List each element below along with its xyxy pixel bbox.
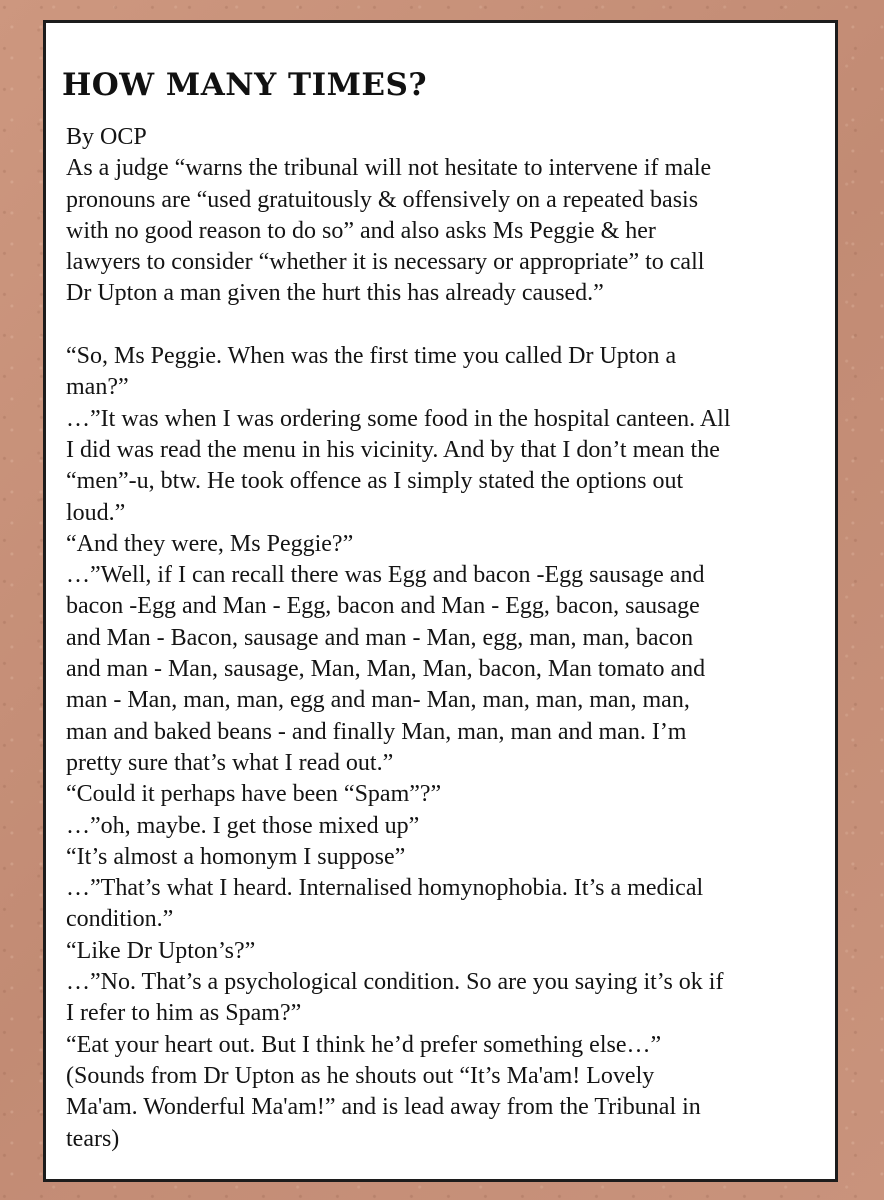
intro-line: As a judge “warns the tribunal will not hesitate to intervene if male: [66, 155, 712, 182]
dialogue-line: “men”-u, btw. He took offence as I simply stated the options out: [66, 468, 684, 495]
dialogue-line: “So, Ms Peggie. When was the first time you called Dr Upton a: [66, 343, 677, 370]
dialogue-line: “Could it perhaps have been “Spam”?”: [66, 781, 442, 808]
intro-line: pronouns are “used gratuitously & offensively on a repeated basis: [66, 186, 699, 213]
byline: By OCP: [66, 124, 147, 150]
dialogue-line: …”No. That’s a psychological condition. So are you saying it’s ok if: [66, 969, 724, 996]
dialogue-line: “Like Dr Upton’s?”: [66, 937, 256, 964]
dialogue-line: pretty sure that’s what I read out.”: [66, 749, 394, 776]
dialogue-line: …”oh, maybe. I get those mixed up”: [66, 812, 420, 839]
intro-line: Dr Upton a man given the hurt this has already caused.”: [66, 280, 604, 307]
article-card: [43, 20, 838, 1182]
dialogue-line: “Eat your heart out. But I think he’d prefer something else…”: [66, 1031, 662, 1058]
article-body: [66, 122, 816, 1155]
dialogue-line: man - Man, man, man, egg and man- Man, man, man, man, man,: [66, 687, 690, 714]
dialogue-line: man?”: [66, 374, 129, 401]
dialogue-line: “And they were, Ms Peggie?”: [66, 530, 354, 557]
dialogue-line: condition.”: [66, 906, 174, 933]
dialogue-line: I did was read the menu in his vicinity. And by that I don’t mean the: [66, 436, 720, 463]
article-title: HOW MANY TIMES?: [62, 67, 428, 103]
dialogue-line: “It’s almost a homonym I suppose”: [66, 843, 406, 870]
dialogue-line: and Man - Bacon, sausage and man - Man, egg, man, man, bacon: [66, 624, 694, 651]
dialogue-line: man and baked beans - and finally Man, man, man and man. I’m: [66, 718, 687, 745]
dialogue-line: bacon -Egg and Man - Egg, bacon and Man - Egg, bacon, sausage: [66, 593, 700, 620]
dialogue-line: loud.”: [66, 499, 126, 526]
dialogue-line: and man - Man, sausage, Man, Man, Man, bacon, Man tomato and: [66, 656, 706, 683]
intro-line: lawyers to consider “whether it is necessary or appropriate” to call: [66, 249, 705, 276]
dialogue-line: …”That’s what I heard. Internalised homynophobia. It’s a medical: [66, 875, 704, 902]
dialogue-line: Ma'am. Wonderful Ma'am!” and is lead away from the Tribunal in: [66, 1094, 701, 1121]
dialogue-line: (Sounds from Dr Upton as he shouts out “It’s Ma'am! Lovely: [66, 1062, 655, 1089]
dialogue-line: …”Well, if I can recall there was Egg and bacon -Egg sausage and: [66, 562, 705, 589]
dialogue-line: tears): [66, 1125, 120, 1152]
paragraph-spacer: [66, 310, 816, 341]
intro-line: with no good reason to do so” and also asks Ms Peggie & her: [66, 217, 656, 244]
dialogue-line: …”It was when I was ordering some food in the hospital canteen. All: [66, 405, 731, 432]
dialogue-line: I refer to him as Spam?”: [66, 1000, 302, 1027]
